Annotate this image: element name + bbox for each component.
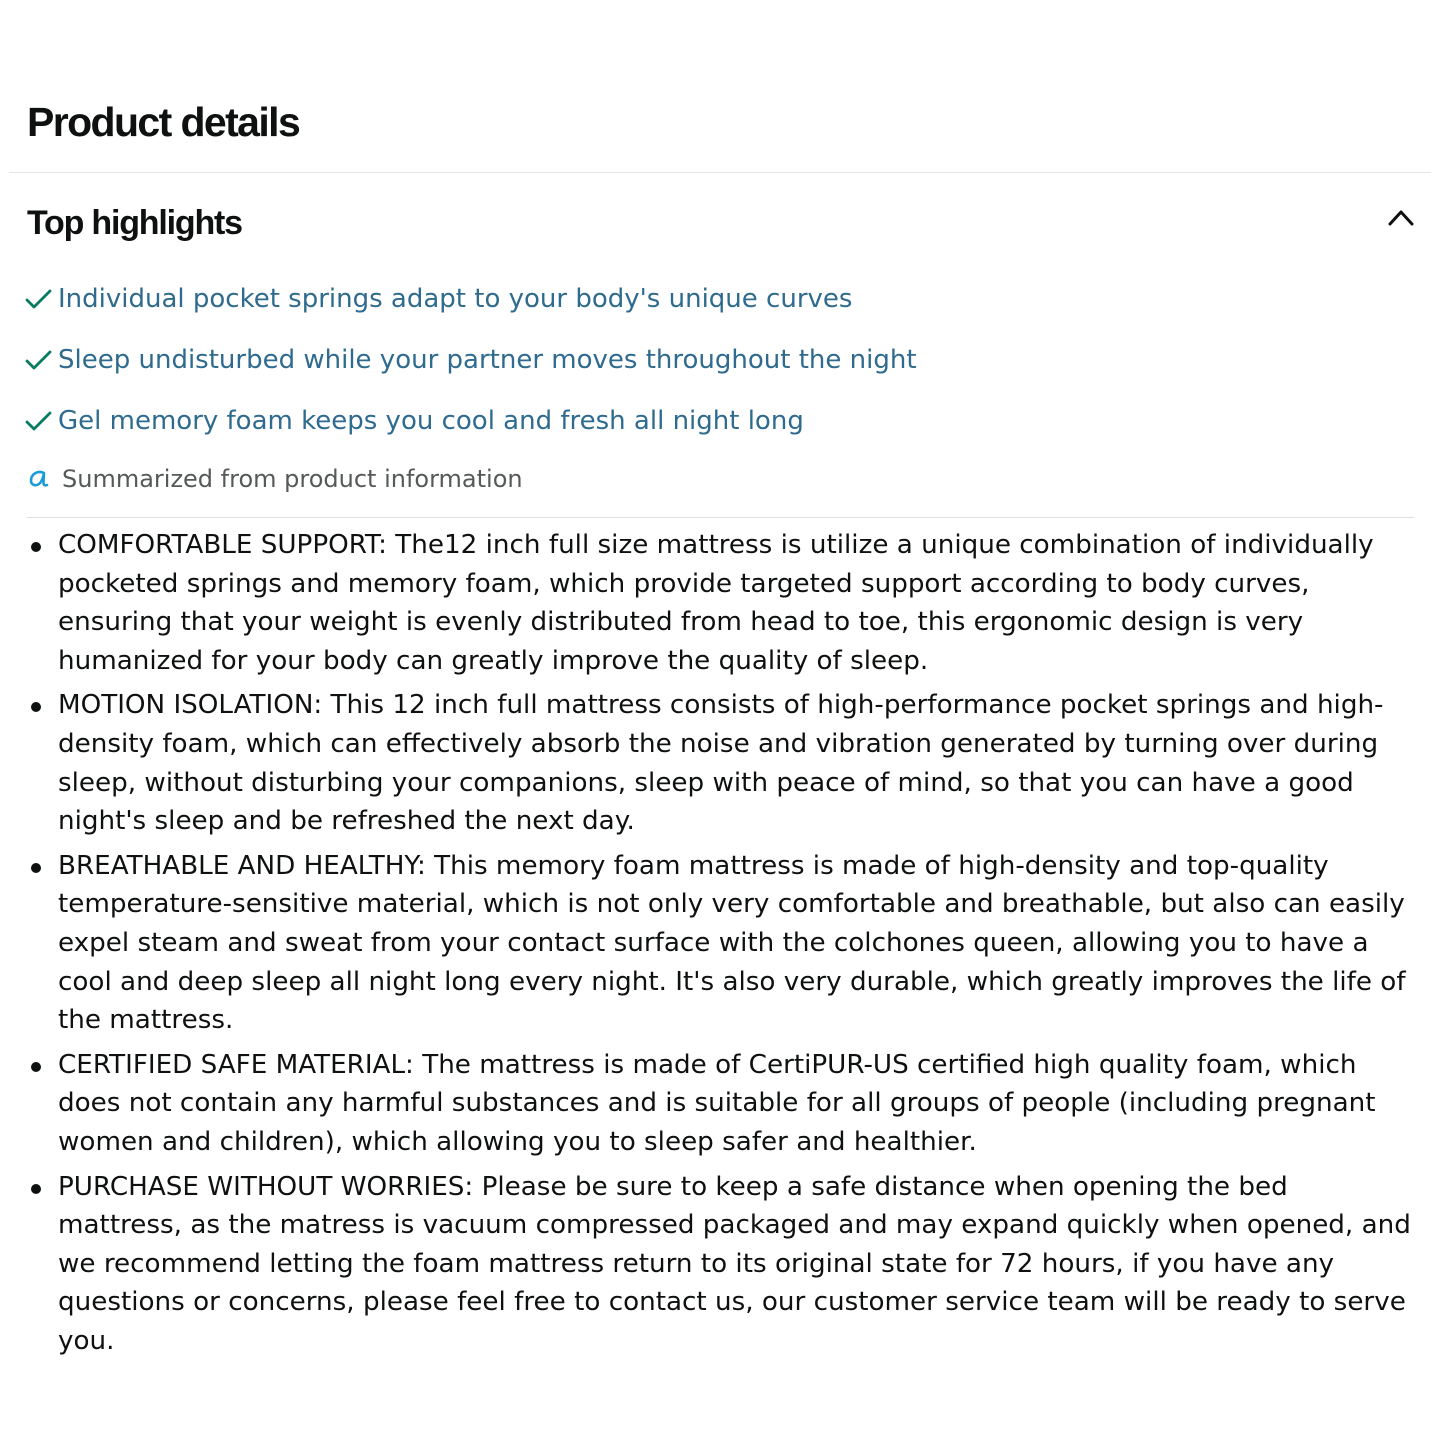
check-icon <box>25 410 52 432</box>
section-divider <box>9 172 1431 173</box>
feature-bullet <box>27 526 1417 680</box>
ai-a-icon <box>27 467 51 491</box>
feature-bullet <box>27 1046 1417 1162</box>
highlights-list <box>25 278 917 461</box>
page-title: Product details <box>27 99 300 145</box>
chevron-up-icon[interactable] <box>1386 206 1416 228</box>
feature-bullet-text: CERTIFIED SAFE MATERIAL: The mattress is made of CertiPUR-US certified high quality foam, which does not contain any harmful substances and is suitable for all groups of people (including pregnant women and children), which allowing you to sleep safer and healthier. <box>58 1049 1376 1157</box>
ai-summary-note <box>27 459 523 499</box>
summary-text: Summarized from product information <box>62 465 523 493</box>
feature-bullet <box>27 686 1417 840</box>
bullet-dot <box>31 863 41 873</box>
bullet-dot <box>31 1184 41 1194</box>
top-highlights-title: Top highlights <box>27 204 242 242</box>
feature-bullet-text: PURCHASE WITHOUT WORRIES: Please be sure to keep a safe distance when opening the bed mattress, as the matress is vacuum compressed packaged and may expand quickly when opened, and we recommend letting the foam mattress return to its original state for 72 hours, if you have any questions or concerns, please feel free to contact us, our customer service team will be ready to serve you. <box>58 1171 1411 1356</box>
highlight-text: Sleep undisturbed while your partner moves throughout the night <box>58 345 917 375</box>
feature-bullet-text: MOTION ISOLATION: This 12 inch full mattress consists of high-performance pocket springs and high-density foam, which can effectively absorb the noise and vibration generated by turning over during sleep, without disturbing your companions, sleep with peace of mind, so that you can have a good night's sleep and be refreshed the next day. <box>58 690 1384 837</box>
feature-bullet-text: COMFORTABLE SUPPORT: The12 inch full size mattress is utilize a unique combination of individually pocketed springs and memory foam, which provide targeted support according to body curves, ensuring that your weight is evenly distributed from head to toe, this ergonomic design is very humanized for your body can greatly improve the quality of sleep. <box>58 530 1374 676</box>
highlight-item[interactable] <box>25 339 917 381</box>
highlight-text: Individual pocket springs adapt to your body's unique curves <box>58 284 853 314</box>
check-icon <box>25 349 52 371</box>
feature-bullet-text: BREATHABLE AND HEALTHY: This memory foam mattress is made of high-density and top-quality temperature-sensitive material, which is not only very comfortable and breathable, but also can easily expel steam and sweat from your contact surface with the colchones queen, allowing you to have a cool and deep sleep all night long every night. It's also very durable, which greatly improves the life of the mattress. <box>58 850 1406 1036</box>
bullet-dot <box>31 1062 41 1072</box>
highlight-text: Gel memory foam keeps you cool and fresh all night long <box>58 406 804 436</box>
feature-bullet <box>27 1168 1417 1361</box>
highlight-item[interactable] <box>25 278 917 320</box>
top-highlights-header[interactable] <box>27 198 1419 248</box>
highlights-divider <box>27 517 1414 518</box>
bullet-dot <box>31 702 41 712</box>
feature-bullets <box>27 526 1417 1366</box>
bullet-dot <box>31 542 41 552</box>
check-icon <box>25 288 52 310</box>
feature-bullet <box>27 847 1417 1040</box>
highlight-item[interactable] <box>25 400 917 442</box>
